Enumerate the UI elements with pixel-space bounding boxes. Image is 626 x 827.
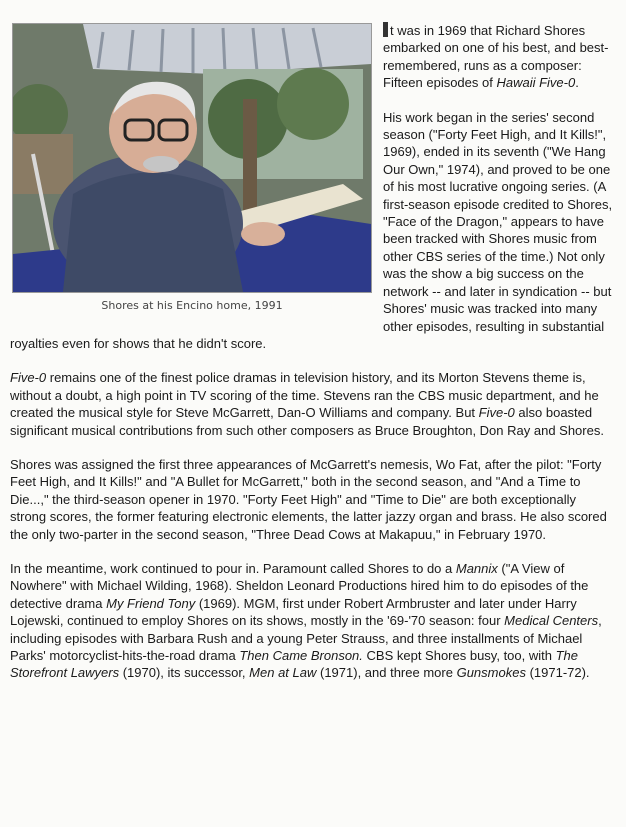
paragraph-4: Shores was assigned the first three appearances of McGarrett's nemesis, Wo Fat, after the pilot: "Forty Feet High, and It Kills!" and "A Bullet for McGarrett," both in the second season, and "And a Time to Die...," the third-season opener in 1970. "Forty Feet High" and "Time to Die" are both exceptionally strong scores, the former featuring electronic elements, the latter jazzy organ and brass. He also scored the only two-parter in the second season, "Three Dead Cows at Makapuu," in February 1970. [10,456,607,542]
paragraph-1: t was in 1969 that Richard Shores embarked on one of his best, and best-remembered, runs as a composer: Fifteen episodes of Hawaii Five-0. [383,23,609,91]
paragraph-2: His work began in the series' second season ("Forty Feet High, and It Kills!", 1969), ended in its seventh ("We Hang Our Own," 1974), and proved to be one of his most lucrative ongoing series. (A first-season episode credited to Shores, "Face of the Dragon," appears to have been tracked with Shores music from other CBS series of the time.) Not only was the show a big success on the network -- and later in syndication -- but Shores' music was tracked into many other episodes, resulting in substantial royalties even for shows that he didn't score. [10,109,613,351]
photo-caption: Shores at his Encino home, 1991 [101,299,283,312]
article-body [10,22,614,699]
paragraph-3: Five-0 remains one of the finest police dramas in television history, and its Morton Stevens theme is, without a doubt, a high point in TV scoring of the time. Stevens ran the CBS music department, and he created the musical style for Steve McGarrett, Dan-O Williams and company. But Five-0 also boasted significant musical contributions from such other composers as Bruce Broughton, Don Ray and Shores. [10,370,604,438]
drop-cap-bar [383,22,388,37]
paragraph-5: In the meantime, work continued to pour in. Paramount called Shores to do a Mannix ("A View of Nowhere" with Michael Wilding, 1968). Sheldon Leonard Productions hired him to do episodes of the detective drama My Friend Tony (1969). MGM, first under Robert Armbruster and later under Harry Lojewski, continued to employ Shores on its shows, mostly in the '69-'70 season: four Medical Centers, including episodes with Barbara Rush and a young Peter Strauss, and three installments of Michael Parks' motorcyclist-hits-the-road drama Then Came Bronson. CBS kept Shores busy, too, with The Storefront Lawyers (1970), its successor, Men at Law (1971), and three more Gunsmokes (1971-72). [10,560,602,681]
